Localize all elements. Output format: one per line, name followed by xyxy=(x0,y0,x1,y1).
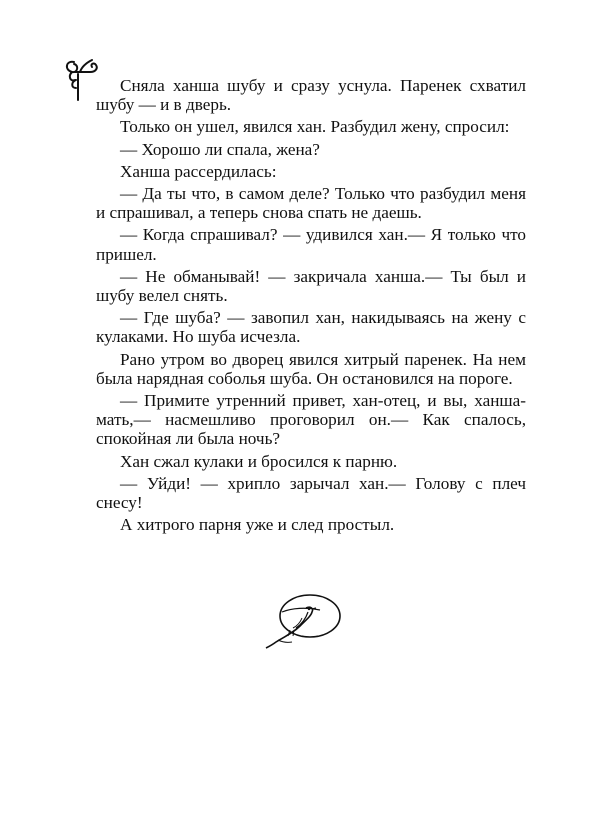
paragraph: — Да ты что, в самом деле? Только что разбудил меня и спрашивал, а теперь снова спать не даешь. xyxy=(96,184,526,223)
bird-on-branch-icon xyxy=(262,590,342,652)
paragraph: Сняла ханша шубу и сразу уснула. Паренек схватил шубу — и в дверь. xyxy=(96,76,526,115)
paragraph: Ханша рассердилась: xyxy=(120,161,277,181)
paragraph: Только он ушел, явился хан. Разбудил жену, спросил: xyxy=(120,117,510,137)
paragraph: — Уйди! — хрипло зарычал хан.— Голову с плеч снесу! xyxy=(96,473,526,513)
paragraph: — Хорошо ли спала, жена? xyxy=(120,139,320,159)
paragraph: А хитрого парня уже и след простыл. xyxy=(120,515,395,535)
paragraph: Рано утром во дворец явился хитрый паренек. На нем была нарядная соболья шуба. Он остановился на пороге. xyxy=(96,349,526,388)
story-text xyxy=(96,76,526,534)
paragraph: — Примите утренний привет, хан-отец, и вы, ханша-мать,— насмешливо проговорил он.— Как спалось, спокойная ли была ночь? xyxy=(96,391,526,449)
paragraph: — Не обманывай! — закричала ханша.— Ты был и шубу велел снять. xyxy=(96,266,526,306)
paragraph: — Когда спрашивал? — удивился хан.— Я только что пришел. xyxy=(96,225,526,264)
paragraph: — Где шуба? — завопил хан, накидываясь на жену с кулаками. Но шуба исчезла. xyxy=(96,308,526,347)
paragraph: Хан сжал кулаки и бросился к парню. xyxy=(120,451,398,471)
